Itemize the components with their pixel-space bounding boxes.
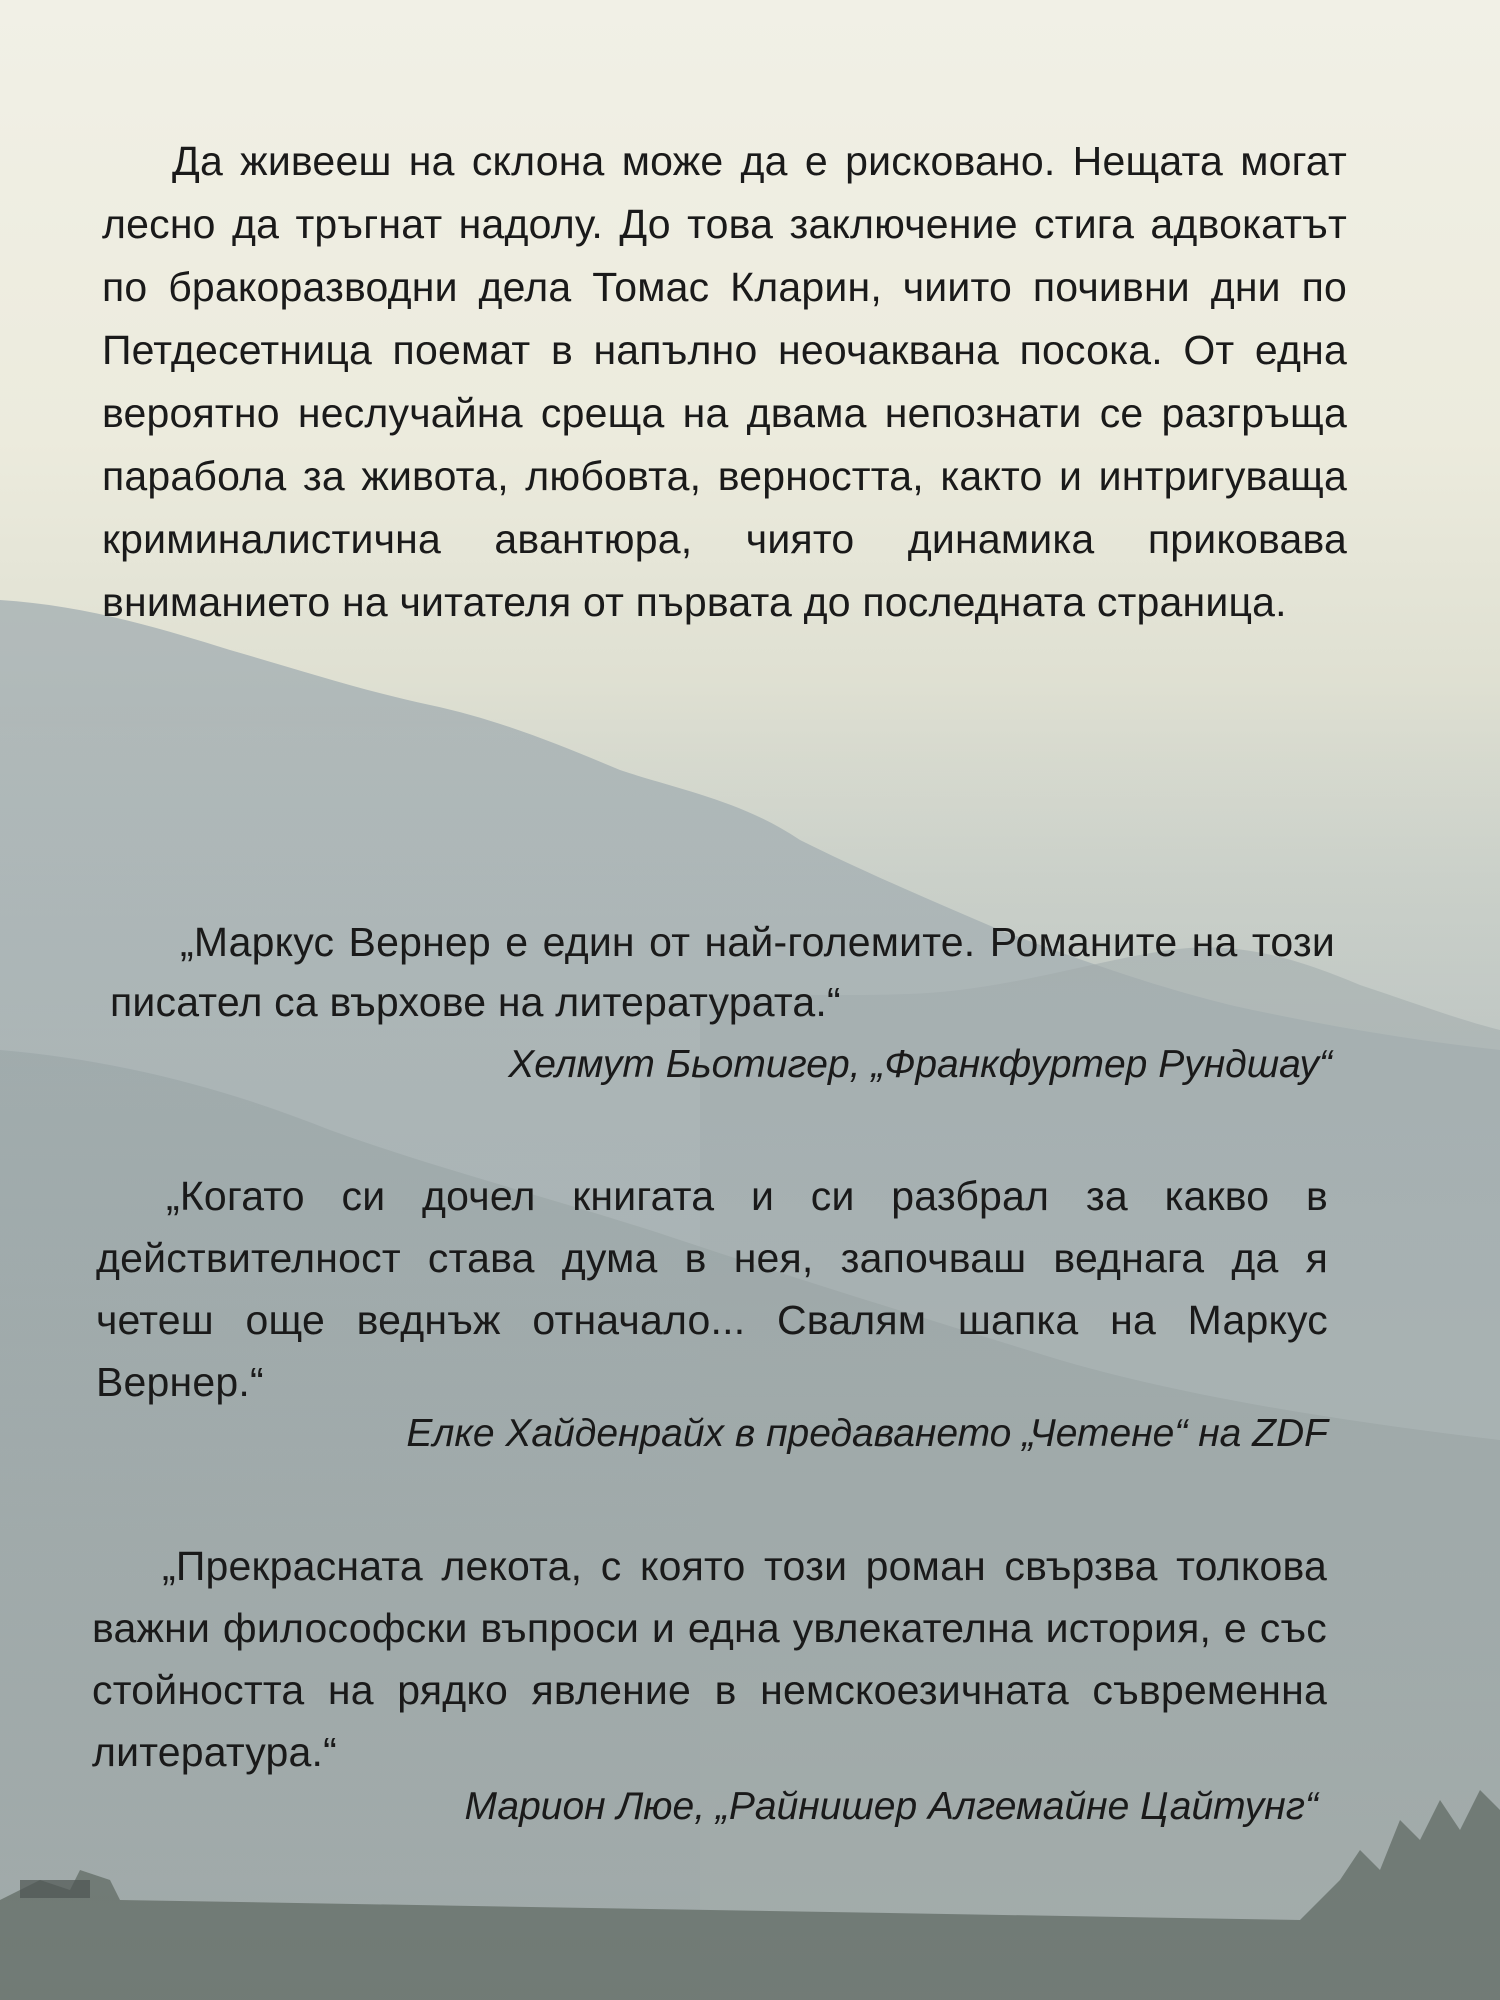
review-attribution-1: Хелмут Бьотигер, „Франкфуртер Рундшау“: [508, 1043, 1332, 1086]
book-description-paragraph: Да живееш на склона може да е рисковано. Нещата могат лесно да тръгнат надолу. До това заключение стига адвокатът по бракоразводни дела Томас Кларин, чиито почивни дни по Петдесетница поемат в напълно неочаквана посока. От една вероятно неслучайна среща на двама непознати се разгръща парабола за живота, любовта, верността, както и интригуваща криминалистична авантюра, чиято динамика приковава вниманието на читателя от първата до последната страница.: [102, 138, 1347, 625]
review-attribution-2: Елке Хайденрайх в предаването „Четене“ на ZDF: [406, 1412, 1328, 1455]
review-attribution-3: Марион Люе, „Райнишер Алгемайне Цайтунг“: [464, 1785, 1318, 1828]
review-quote-3: „Прекрасната лекота, с която този роман свързва толкова важни философски въпроси и една увлекателна история, е със стойността на рядко явление в немскоезичната съвременна литература.“: [92, 1543, 1327, 1775]
review-quote-2: „Когато си дочел книгата и си разбрал за какво в действителност става дума в нея, започваш веднага да я четеш още веднъж отначало... Свалям шапка на Маркус Вернер.“: [96, 1173, 1328, 1405]
review-quote-1: „Маркус Вернер е един от най-големите. Романите на този писател са върхове на литературата.“: [110, 919, 1335, 1025]
